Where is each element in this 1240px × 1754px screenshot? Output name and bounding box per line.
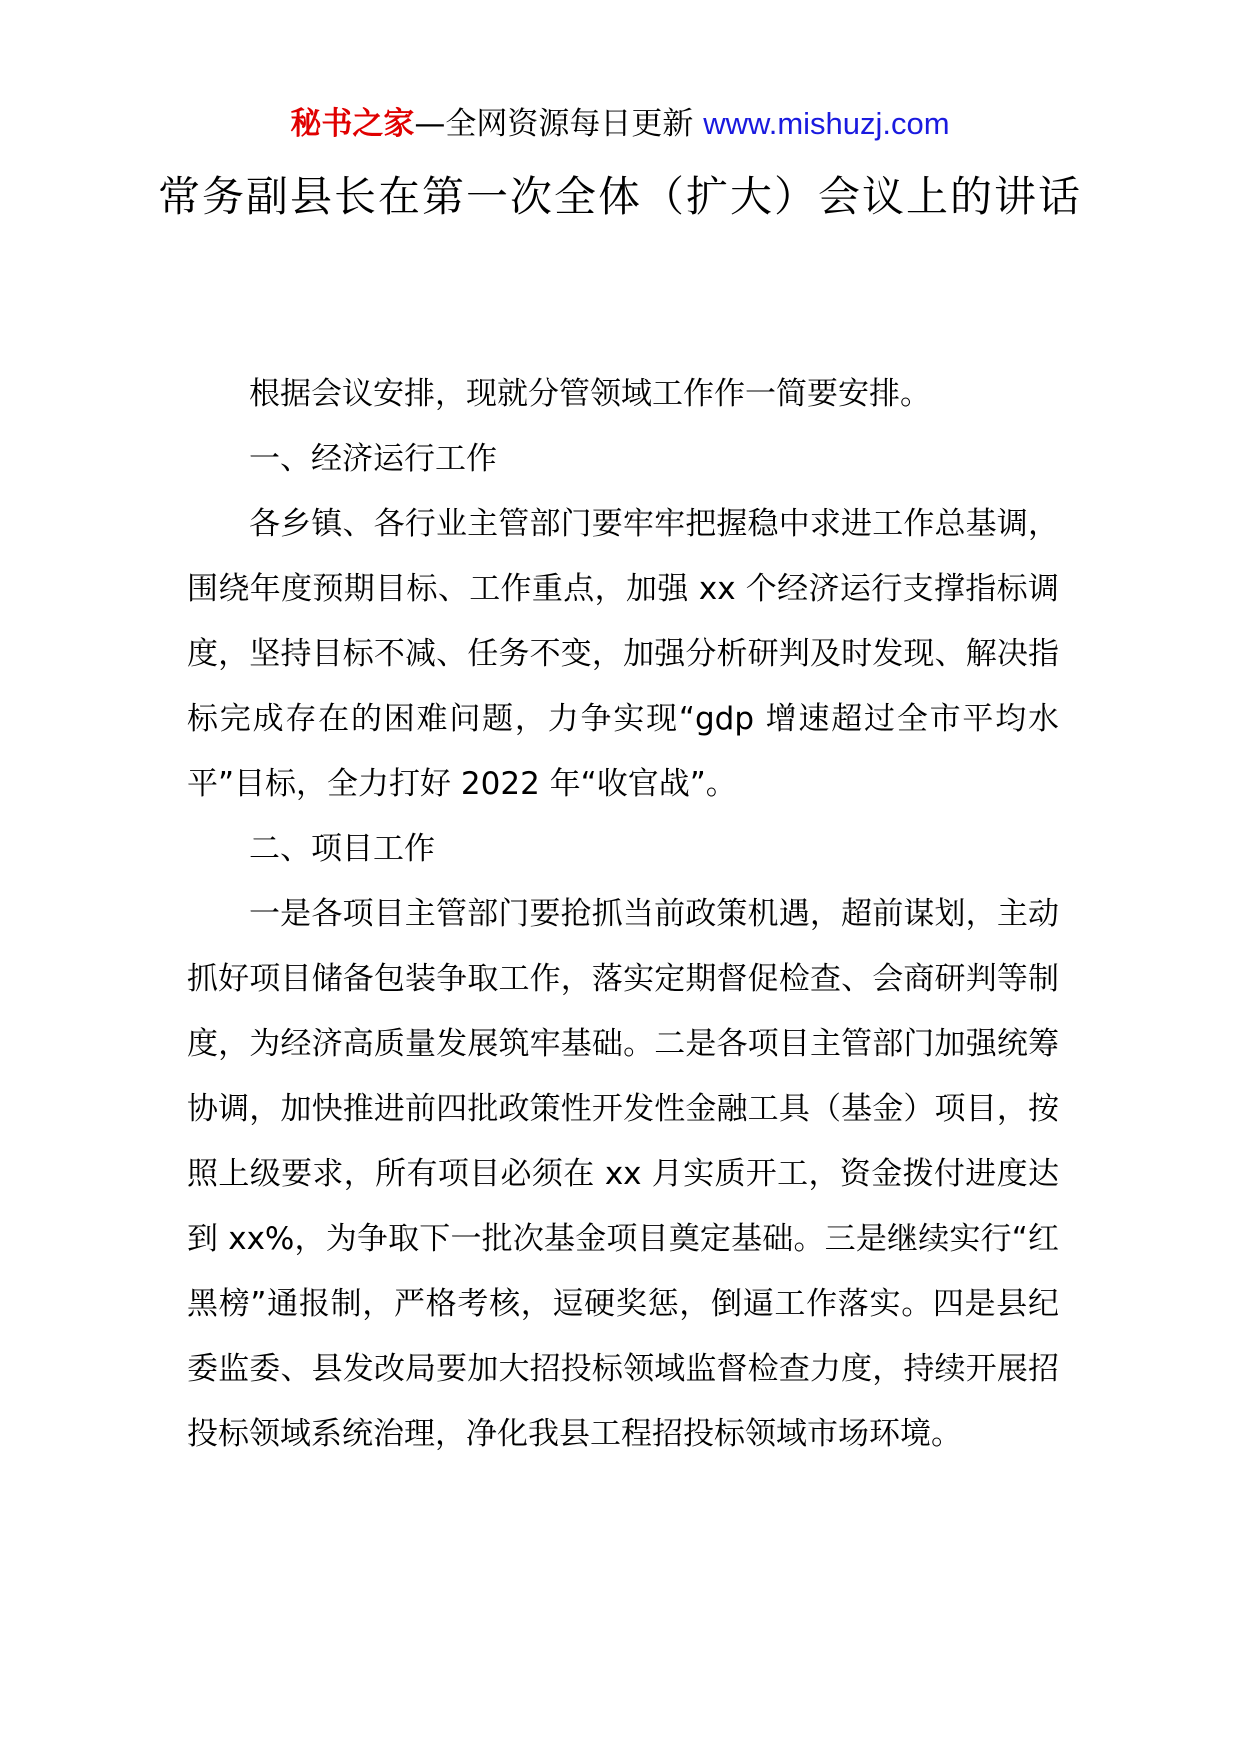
- section-heading-economy: 一、经济运行工作: [249, 441, 497, 477]
- site-url[interactable]: www.mishuzj.com: [703, 106, 950, 141]
- document-body: [187, 362, 1059, 1467]
- document-title: 常务副县长在第一次全体（扩大）会议上的讲话: [157, 172, 1082, 221]
- section-heading-projects: 二、项目工作: [249, 831, 435, 867]
- site-header: [0, 104, 1240, 144]
- site-tagline: —全网资源每日更新: [414, 106, 694, 142]
- site-brand: 秘书之家: [290, 106, 415, 142]
- paragraph-projects: 一是各项目主管部门要抢抓当前政策机遇，超前谋划，主动抓好项目储备包装争取工作，落实定期督促检查、会商研判等制度，为经济高质量发展筑牢基础。二是各项目主管部门加强统筹协调，加快推进前四批政策性开发性金融工具（基金）项目，按照上级要求，所有项目必须在 xx 月实质开工，资金拨付进度达到 xx%，为争取下一批次基金项目奠定基础。三是继续实行“红黑榜”通报制，严格考核，逗硬奖惩，倒逼工作落实。四是县纪委监委、县发改局要加大招投标领域监督检查力度，持续开展招投标领域系统治理，净化我县工程招投标领域市场环境。: [187, 896, 1059, 1452]
- paragraph-economy: 各乡镇、各行业主管部门要牢牢把握稳中求进工作总基调，围绕年度预期目标、工作重点，加强 xx 个经济运行支撑指标调度，坚持目标不减、任务不变，加强分析研判及时发现、解决指标完成存在的困难问题，力争实现“gdp 增速超过全市平均水平”目标，全力打好 2022 年“收官战”。: [187, 506, 1059, 802]
- paragraph-intro: 根据会议安排，现就分管领域工作作一简要安排。: [249, 376, 931, 412]
